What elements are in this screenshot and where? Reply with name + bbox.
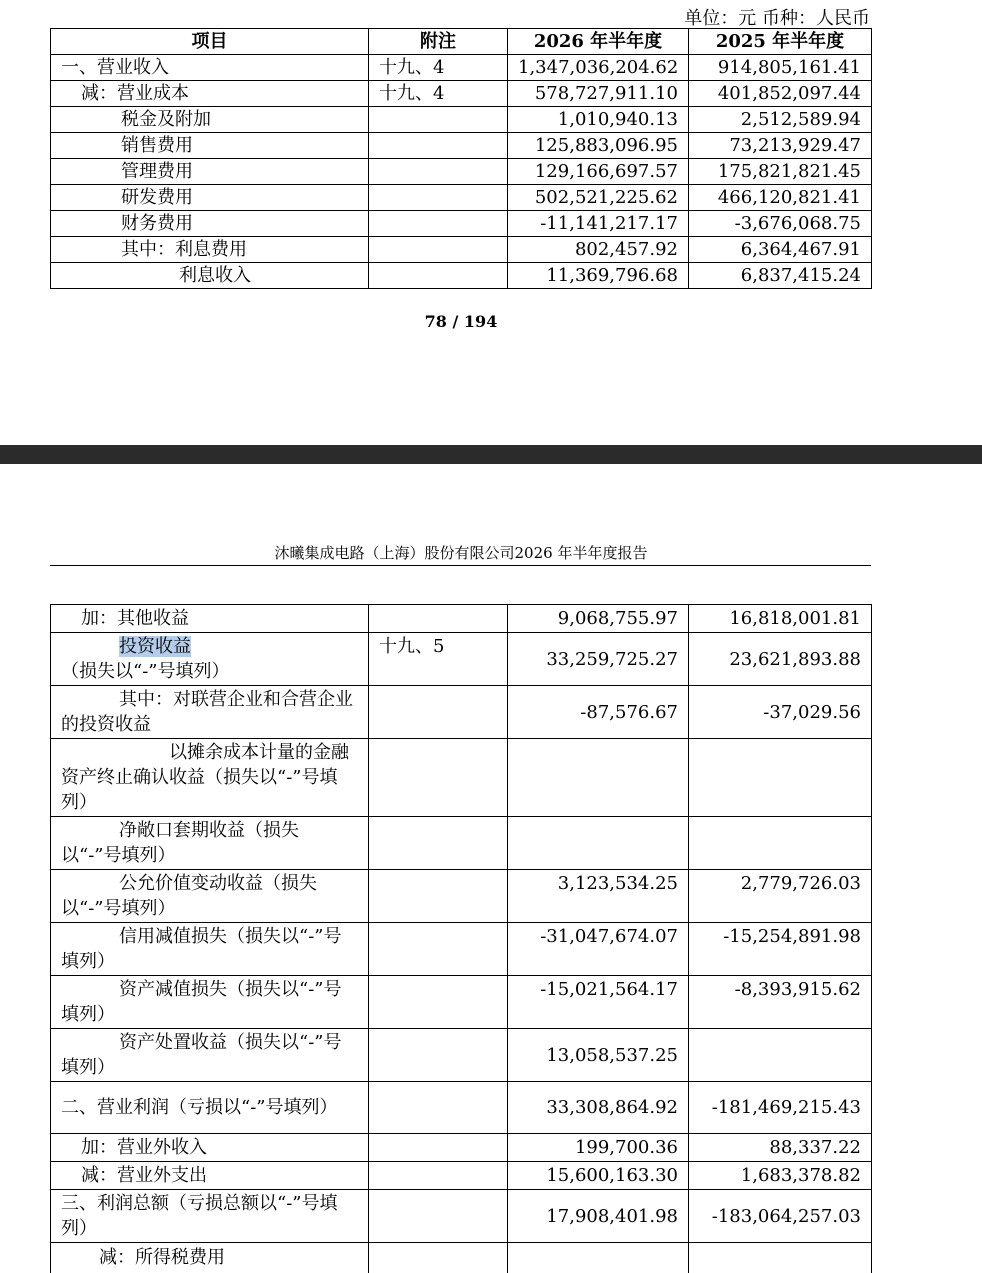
row-item-rest: （损失以“-”号填列） xyxy=(61,661,230,682)
table-row xyxy=(51,817,872,870)
page-break-divider xyxy=(0,445,982,464)
row-item xyxy=(51,1029,369,1082)
table-row xyxy=(51,133,872,159)
row-2025-value: 16,818,001.81 xyxy=(689,605,872,633)
row-2026-value: 17,908,401.98 xyxy=(508,1190,689,1243)
row-note xyxy=(369,159,508,185)
row-2026-value: 578,727,911.10 xyxy=(508,81,689,107)
income-statement-table-part1 xyxy=(50,28,872,289)
row-2025-value: 23,621,893.88 xyxy=(689,633,872,686)
row-2026-value: 802,457.92 xyxy=(508,237,689,263)
row-2025-value: -37,029.56 xyxy=(689,686,872,739)
row-item: 研发费用 xyxy=(51,185,369,211)
row-note xyxy=(369,1082,508,1134)
row-2025-value: 1,683,378.82 xyxy=(689,1162,872,1190)
row-note xyxy=(369,237,508,263)
row-2026-value xyxy=(508,817,689,870)
row-note xyxy=(369,263,508,289)
row-note xyxy=(369,211,508,237)
header-item: 项目 xyxy=(51,29,369,55)
row-item: 利息收入 xyxy=(51,263,369,289)
table-row xyxy=(51,1029,872,1082)
table-row xyxy=(51,633,872,686)
document-page-upper xyxy=(0,0,982,445)
row-2025-value: 6,364,467.91 xyxy=(689,237,872,263)
row-item: 财务费用 xyxy=(51,211,369,237)
row-2026-value: 33,308,864.92 xyxy=(508,1082,689,1134)
row-2026-value: 129,166,697.57 xyxy=(508,159,689,185)
row-item: 减：所得税费用 xyxy=(51,1243,369,1273)
table-row xyxy=(51,1190,872,1243)
row-note xyxy=(369,976,508,1029)
row-item: 管理费用 xyxy=(51,159,369,185)
row-note xyxy=(369,107,508,133)
row-2025-value: 914,805,161.41 xyxy=(689,55,872,81)
row-2025-value xyxy=(689,1029,872,1082)
row-2026-value: 11,369,796.68 xyxy=(508,263,689,289)
header-2026: 2026 年半年度 xyxy=(508,29,689,55)
table-row xyxy=(51,55,872,81)
row-item: 二、营业利润（亏损以“-”号填列） xyxy=(51,1082,369,1134)
row-2025-value: 73,213,929.47 xyxy=(689,133,872,159)
row-2026-value: 13,058,537.25 xyxy=(508,1029,689,1082)
row-item: 三、利润总额（亏损总额以“-”号填列） xyxy=(51,1190,369,1243)
row-note xyxy=(369,1029,508,1082)
table-row xyxy=(51,739,872,817)
row-2026-value: 1,010,940.13 xyxy=(508,107,689,133)
row-note xyxy=(369,605,508,633)
table-row xyxy=(51,976,872,1029)
row-note xyxy=(369,739,508,817)
row-item xyxy=(51,817,369,870)
table-row xyxy=(51,237,872,263)
row-item-text: 公允价值变动收益（损失以“-”号填列） xyxy=(61,873,317,919)
row-item: 减：营业外支出 xyxy=(51,1162,369,1190)
row-2026-value: 199,700.36 xyxy=(508,1134,689,1162)
row-item: 销售费用 xyxy=(51,133,369,159)
income-statement-table-part2 xyxy=(50,604,872,1273)
row-note: 十九、4 xyxy=(369,55,508,81)
table-row xyxy=(51,1243,872,1273)
row-2025-value: -3,676,068.75 xyxy=(689,211,872,237)
row-2025-value: 88,337.22 xyxy=(689,1134,872,1162)
row-2026-value: 125,883,096.95 xyxy=(508,133,689,159)
report-running-header: 沐曦集成电路（上海）股份有限公司2026 年半年度报告 xyxy=(274,544,648,562)
table-row xyxy=(51,159,872,185)
row-2025-value xyxy=(689,739,872,817)
row-2025-value: 6,837,415.24 xyxy=(689,263,872,289)
row-note xyxy=(369,817,508,870)
table-row xyxy=(51,870,872,923)
row-2025-value: -183,064,257.03 xyxy=(689,1190,872,1243)
row-item xyxy=(51,739,369,817)
row-2025-value: -8,393,915.62 xyxy=(689,976,872,1029)
row-2026-value: -31,047,674.07 xyxy=(508,923,689,976)
table-row xyxy=(51,1162,872,1190)
row-item-text: 信用减值损失（损失以“-”号填列） xyxy=(61,926,342,972)
row-note: 十九、5 xyxy=(369,633,508,686)
table-row xyxy=(51,211,872,237)
row-2026-value: 1,347,036,204.62 xyxy=(508,55,689,81)
row-2026-value xyxy=(508,1243,689,1273)
row-note xyxy=(369,870,508,923)
table-row xyxy=(51,1082,872,1134)
table-row xyxy=(51,263,872,289)
table-row xyxy=(51,81,872,107)
table-row xyxy=(51,923,872,976)
table-row xyxy=(51,1134,872,1162)
row-2026-value: 9,068,755.97 xyxy=(508,605,689,633)
row-2025-value xyxy=(689,1243,872,1273)
row-2025-value xyxy=(689,817,872,870)
row-2026-value: 502,521,225.62 xyxy=(508,185,689,211)
table-row xyxy=(51,107,872,133)
row-item-text: 资产处置收益（损失以“-”号填列） xyxy=(61,1032,342,1078)
row-note xyxy=(369,1243,508,1273)
header-rule xyxy=(50,565,871,566)
header-note: 附注 xyxy=(369,29,508,55)
currency-unit-label: 单位：元 币种：人民币 xyxy=(684,8,870,29)
row-2025-value: 2,512,589.94 xyxy=(689,107,872,133)
row-item-text: 净敞口套期收益（损失以“-”号填列） xyxy=(61,820,299,866)
row-2026-value: 15,600,163.30 xyxy=(508,1162,689,1190)
page-number: 78 / 194 xyxy=(424,312,498,331)
row-item: 税金及附加 xyxy=(51,107,369,133)
row-note xyxy=(369,1190,508,1243)
row-note xyxy=(369,923,508,976)
row-2025-value: 466,120,821.41 xyxy=(689,185,872,211)
row-note: 十九、4 xyxy=(369,81,508,107)
row-note xyxy=(369,185,508,211)
row-note xyxy=(369,1134,508,1162)
row-item xyxy=(51,923,369,976)
row-2025-value: 2,779,726.03 xyxy=(689,870,872,923)
header-2025: 2025 年半年度 xyxy=(689,29,872,55)
row-2025-value: -15,254,891.98 xyxy=(689,923,872,976)
row-2025-value: 175,821,821.45 xyxy=(689,159,872,185)
row-item: 减：营业成本 xyxy=(51,81,369,107)
row-2026-value: -11,141,217.17 xyxy=(508,211,689,237)
row-2026-value: 33,259,725.27 xyxy=(508,633,689,686)
row-item: 加：其他收益 xyxy=(51,605,369,633)
row-item xyxy=(51,633,369,686)
row-note xyxy=(369,1162,508,1190)
table-row xyxy=(51,686,872,739)
selected-text-highlight[interactable]: 投资收益 xyxy=(119,636,191,657)
row-item: 其中：利息费用 xyxy=(51,237,369,263)
row-2026-value xyxy=(508,739,689,817)
row-2025-value: -181,469,215.43 xyxy=(689,1082,872,1134)
row-item-text: 其中：对联营企业和合营企业的投资收益 xyxy=(61,689,353,735)
row-item-text: 以摊余成本计量的金融资产终止确认收益（损失以“-”号填列） xyxy=(61,742,349,813)
row-item-text: 资产减值损失（损失以“-”号填列） xyxy=(61,979,342,1025)
table-row xyxy=(51,185,872,211)
row-2026-value: -87,576.67 xyxy=(508,686,689,739)
row-item xyxy=(51,686,369,739)
row-item xyxy=(51,976,369,1029)
row-item xyxy=(51,870,369,923)
table-row xyxy=(51,605,872,633)
row-2026-value: 3,123,534.25 xyxy=(508,870,689,923)
row-2025-value: 401,852,097.44 xyxy=(689,81,872,107)
row-item: 加：营业外收入 xyxy=(51,1134,369,1162)
row-2026-value: -15,021,564.17 xyxy=(508,976,689,1029)
row-note xyxy=(369,686,508,739)
table-header-row xyxy=(51,29,872,55)
row-item: 一、营业收入 xyxy=(51,55,369,81)
row-note xyxy=(369,133,508,159)
